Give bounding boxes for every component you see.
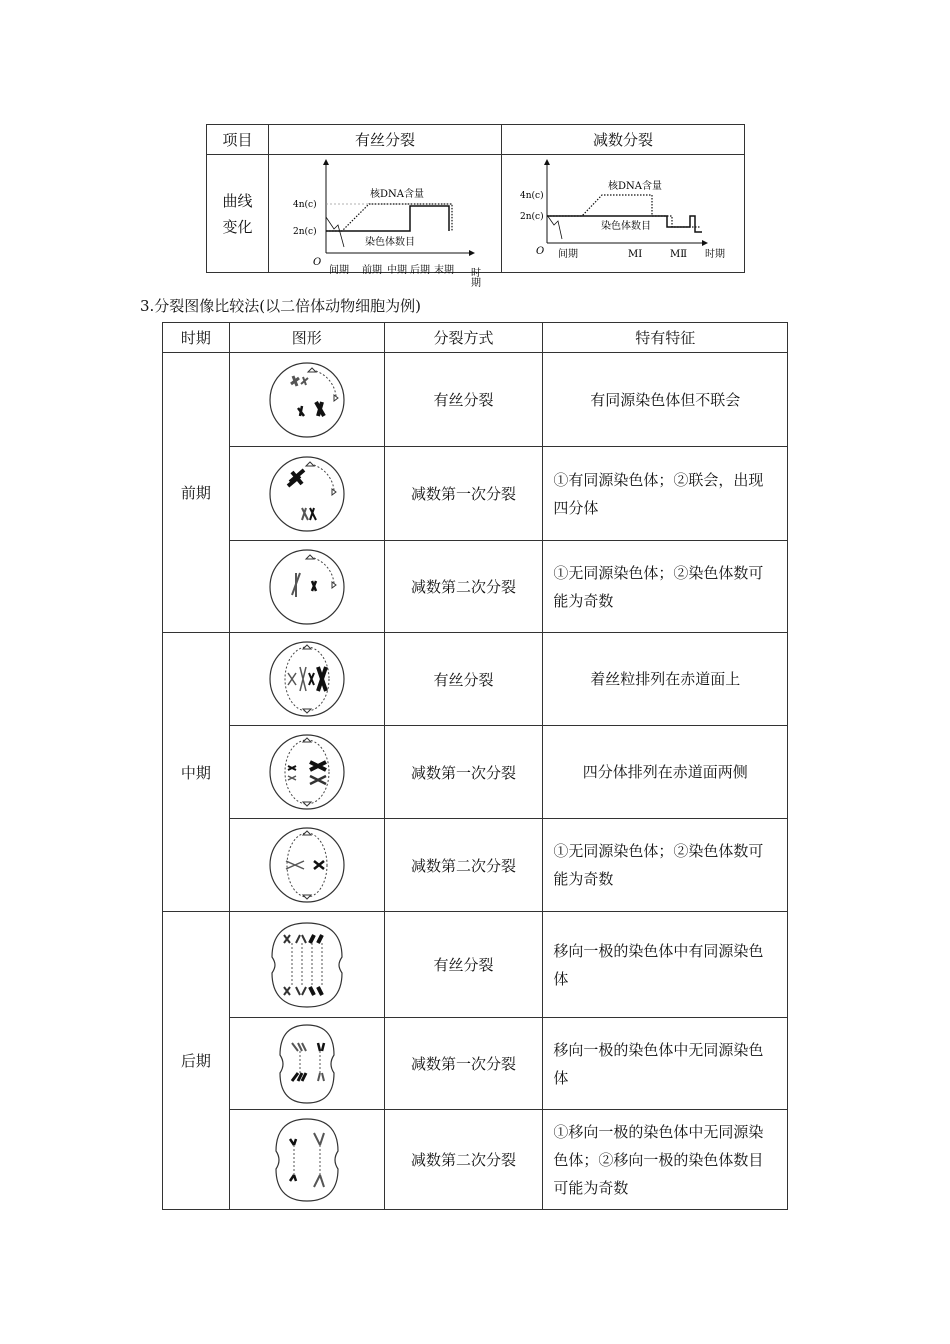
meiosis1-prophase-cell-image [262,452,352,536]
feature-text: ①移向一极的染色体中无同源染色体；②移向一极的染色体数目可能为奇数 [543,1110,788,1210]
feature-text: 着丝粒排列在赤道面上 [543,633,788,726]
meiosis1-metaphase-cell-image [262,730,352,814]
table-row [163,353,788,447]
meiosis1-anaphase-cell-image [262,1021,352,1107]
section-title: 3.分裂图像比较法(以二倍体动物细胞为例) [140,297,422,315]
mitosis-xtick-telophase: 末期 [434,265,454,276]
curve-label-line2: 变化 [222,217,253,236]
division-mode: 减数第二次分裂 [384,819,543,912]
meiosis-axis-break [547,215,562,239]
header-division-mode: 分裂方式 [384,323,543,353]
meiosis2-anaphase-cell-image [262,1115,352,1205]
table-row [163,912,788,1018]
table-row [163,541,788,633]
division-mode: 有丝分裂 [384,912,543,1018]
phase-prophase: 前期 [163,353,230,633]
meiosis-ytick-4n: 4n(c) [520,191,544,201]
mitosis-chromosome-series-label: 染色体数目 [365,237,415,248]
cell-image [229,1018,384,1110]
cell-image [229,447,384,541]
mitosis-anaphase-cell-image [262,917,352,1013]
mitosis-axis-break [326,217,344,247]
division-mode: 减数第二次分裂 [384,1110,543,1210]
feature-text: ①无同源染色体；②染色体数可能为奇数 [543,541,788,633]
header-item: 项目 [207,125,269,155]
feature-text: 移向一极的染色体中有同源染色体 [543,912,788,1018]
feature-text: 有同源染色体但不联会 [543,353,788,447]
mitosis-origin: O [313,257,322,268]
division-mode: 有丝分裂 [384,633,543,726]
division-mode: 减数第一次分裂 [384,1018,543,1110]
meiosis-dna-series-label: 核DNA含量 [608,181,662,192]
table-row [163,633,788,726]
feature-text: ①有同源染色体；②联会，出现四分体 [543,447,788,541]
phase-anaphase: 后期 [163,912,230,1210]
header-phase: 时期 [163,323,230,353]
meiosis-xtick-m1: MⅠ [628,249,643,260]
mitosis-chart-cell [269,155,502,287]
header-mitosis: 有丝分裂 [269,125,502,155]
mitosis-ytick-4n: 4n(c) [293,200,317,210]
meiosis-chromosome-series-label: 染色体数目 [601,221,651,232]
meiosis-xlabel: 时期 [705,249,725,260]
curve-row-label [207,155,269,273]
curve-label-line1: 曲线 [222,191,253,210]
cell-image [229,912,384,1018]
mitosis-xtick-interphase: 间期 [329,265,349,276]
cell-image [229,726,384,819]
mitosis-metaphase-cell-image [262,637,352,721]
division-mode: 减数第一次分裂 [384,447,543,541]
meiosis-origin: O [536,246,545,257]
division-image-comparison-table [162,322,788,1210]
mitosis-xlabel: 时期 [468,267,480,287]
meiosis-chart-cell [502,155,745,273]
header-features: 特有特征 [543,323,788,353]
cell-image [229,633,384,726]
cell-image [229,1110,384,1210]
mitosis-prophase-cell-image [262,358,352,442]
meiosis-xtick-interphase: 间期 [558,249,578,260]
table-row [163,447,788,541]
cell-image [229,353,384,447]
mitosis-xtick-prophase: 前期 [362,265,382,276]
cell-image [229,541,384,633]
feature-text: 移向一极的染色体中无同源染色体 [543,1018,788,1110]
curve-comparison-table [206,124,745,287]
mitosis-dna-line [326,204,452,231]
division-mode: 有丝分裂 [384,353,543,447]
meiosis2-prophase-cell-image [262,545,352,629]
meiosis-ytick-2n: 2n(c) [520,212,544,222]
feature-text: 四分体排列在赤道面两侧 [543,726,788,819]
table-row [163,1018,788,1110]
division-mode: 减数第二次分裂 [384,541,543,633]
cell-image [229,819,384,912]
header-meiosis: 减数分裂 [502,125,745,155]
mitosis-curve-chart [269,155,501,287]
mitosis-xtick-metaphase: 中期 [387,265,407,276]
feature-text: ①无同源染色体；②染色体数可能为奇数 [543,819,788,912]
mitosis-xtick-anaphase: 后期 [410,265,430,276]
table-row [163,726,788,819]
mitosis-ytick-2n: 2n(c) [293,227,317,237]
phase-metaphase: 中期 [163,633,230,912]
mitosis-dna-series-label: 核DNA含量 [370,189,424,200]
header-figure: 图形 [229,323,384,353]
mitosis-chromosome-line [326,206,449,231]
table-row [163,819,788,912]
meiosis2-metaphase-cell-image [262,823,352,907]
meiosis-xtick-m2: MⅡ [670,249,688,260]
table-row [163,1110,788,1210]
meiosis-curve-chart [502,155,744,268]
division-mode: 减数第一次分裂 [384,726,543,819]
